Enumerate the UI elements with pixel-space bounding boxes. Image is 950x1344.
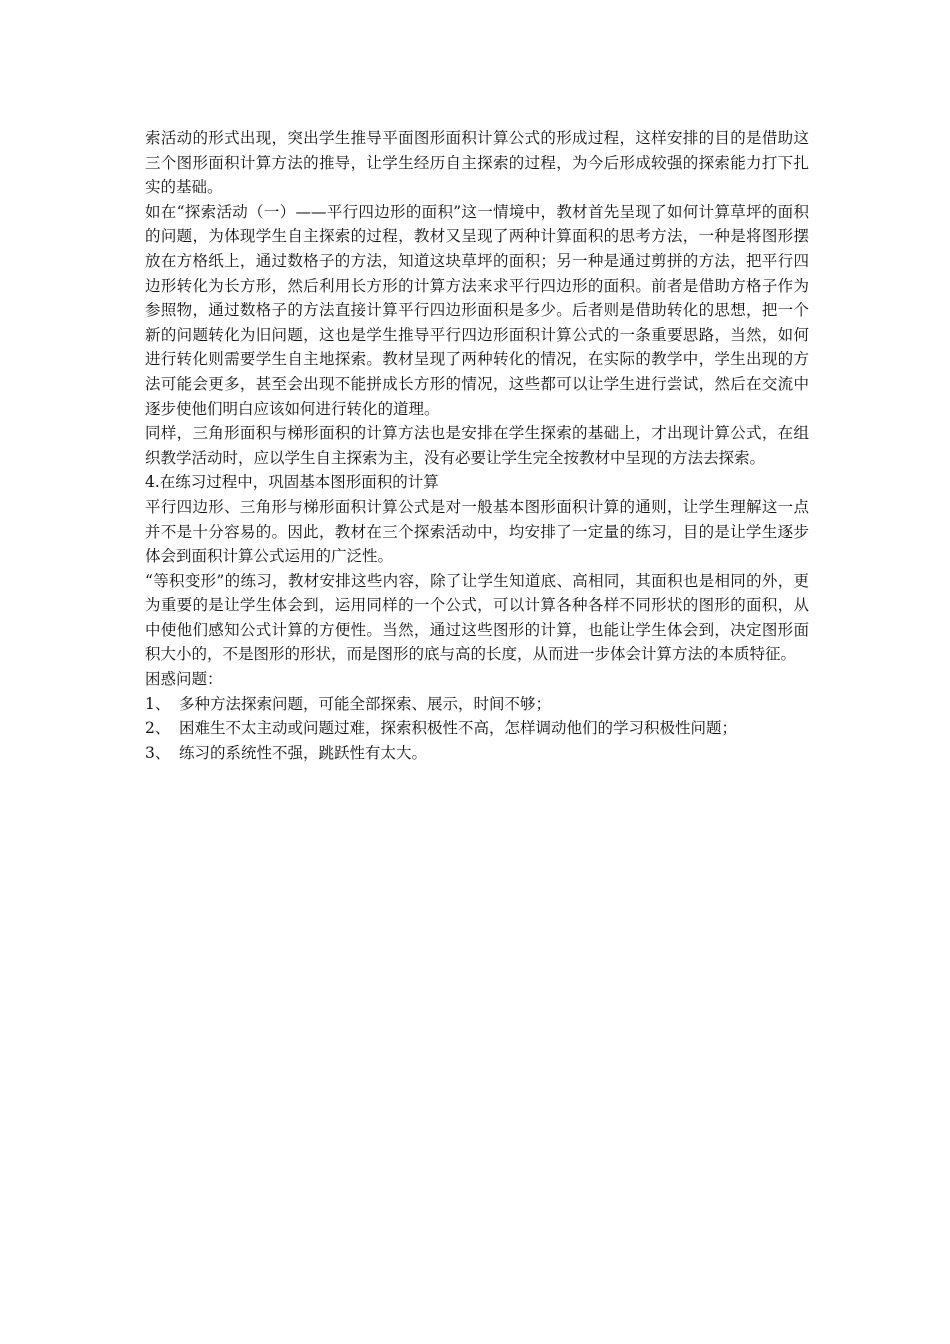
list-item-number: 3、 (145, 743, 171, 762)
list-item (145, 716, 809, 741)
document-body (145, 126, 809, 765)
paragraph-parallelogram-example: 如在“探索活动（一）——平行四边形的面积”这一情境中，教材首先呈现了如何计算草坪的面积的问题，为体现学生自主探索的过程，教材又呈现了两种计算面积的思考方法，一种是将图形摆放在方格纸上，通过数格子的方法，知道这块草坪的面积；另一种是通过剪拼的方法，把平行四边形转化为长方形，然后利用长方形的计算方法来求平行四边形的面积。前者是借助方格子作为参照物，通过数格子的方法直接计算平行四边形面积是多少。后者则是借助转化的思想，把一个新的问题转化为旧问题，这也是学生推导平行四边形面积计算公式的一条重要思路，当然，如何进行转化则需要学生自主地探索。教材呈现了两种转化的情况，在实际的教学中，学生出现的方法可能会更多，甚至会出现不能拼成长方形的情况，这些都可以让学生进行尝试，然后在交流中逐步使他们明白应该如何进行转化的道理。 (145, 202, 809, 418)
section-heading-practice: 4.在练习过程中，巩固基本图形面积的计算 (145, 473, 439, 492)
paragraph-triangle-trapezoid: 同样，三角形面积与梯形面积的计算方法也是安排在学生探索的基础上，才出现计算公式，在组织教学活动时，应以学生自主探索为主，没有必要让学生完全按教材中呈现的方法去探索。 (145, 424, 809, 467)
list-item-text: 练习的系统性不强，跳跃性有太大。 (179, 743, 428, 762)
paragraph-equal-area-transformation: “等积变形”的练习，教材安排这些内容，除了让学生知道底、高相同，其面积也是相同的外，更为重要的是让学生体会到，运用同样的一个公式，可以计算各种各样不同形状的图形的面积，从中使他们感知公式计算的方便性。当然，通过这些图形的计算，也能让学生体会到，决定图形面积大小的，不是图形的形状，而是图形的底与高的长度，从而进一步体会计算方法的本质特征。 (145, 571, 809, 664)
list-item (145, 692, 809, 717)
list-item-text: 困难生不太主动或问题过难，探索积极性不高，怎样调动他们的学习积极性问题； (179, 719, 738, 738)
paragraph-formula-generality: 平行四边形、三角形与梯形面积计算公式是对一般基本图形面积计算的通则，让学生理解这一点并不是十分容易的。因此，教材在三个探索活动中，均安排了一定量的练习，目的是让学生逐步体会到面积计算公式运用的广泛性。 (145, 497, 809, 566)
paragraph-intro-continuation: 索活动的形式出现，突出学生推导平面图形面积计算公式的形成过程，这样安排的目的是借助这三个图形面积计算方法的推导，让学生经历自主探索的过程，为今后形成较强的探索能力打下扎实的基础。 (145, 129, 809, 197)
list-item-text: 多种方法探索问题，可能全部探索、展示，时间不够； (179, 694, 552, 713)
list-item-number: 1、 (145, 694, 171, 713)
list-item-number: 2、 (145, 719, 171, 738)
heading-confusion-issues: 困惑问题： (145, 670, 223, 689)
list-item (145, 741, 809, 766)
